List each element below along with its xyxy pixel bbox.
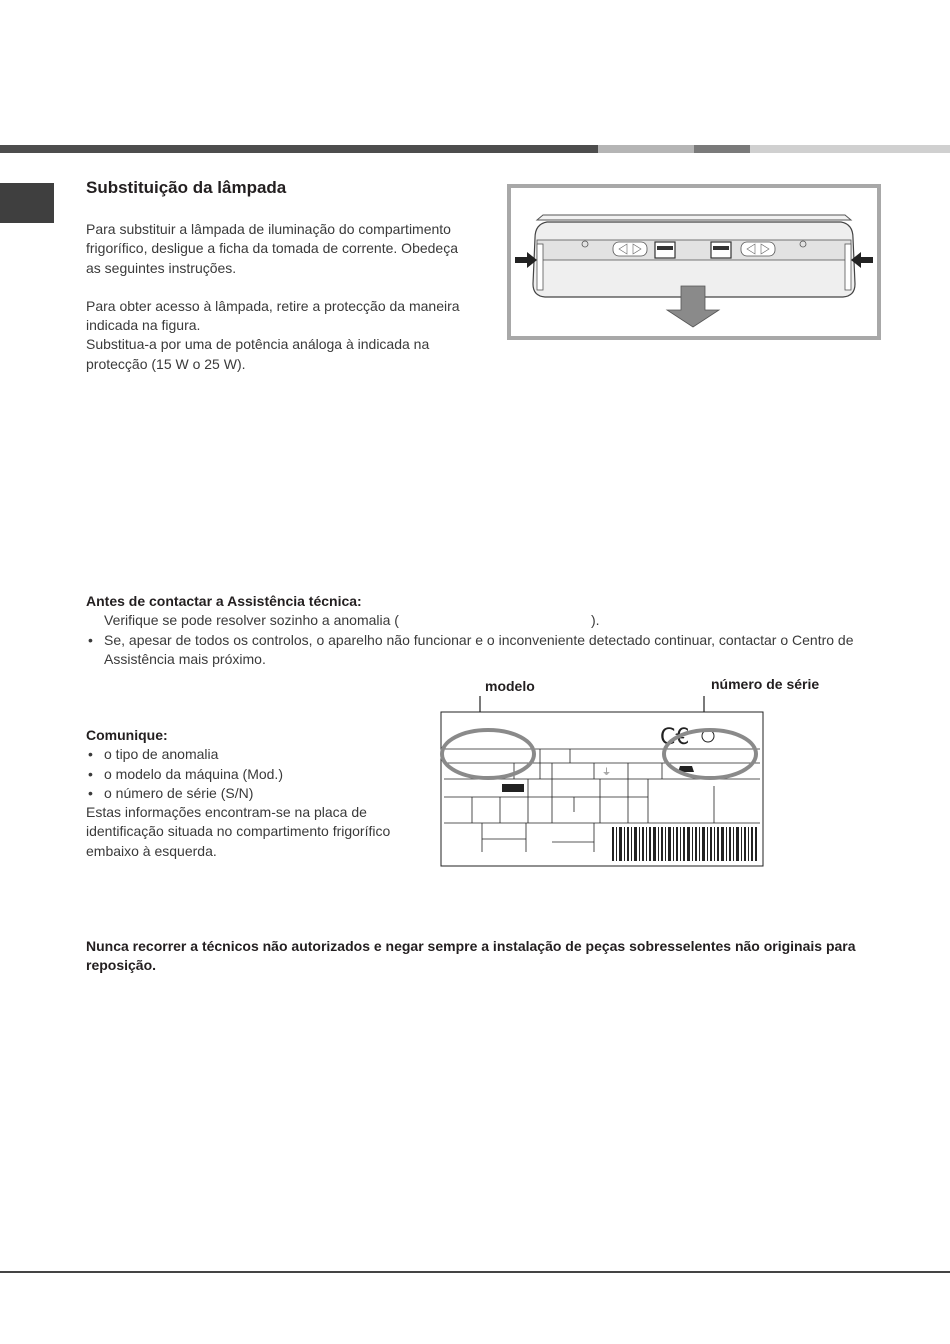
- header-bar-mid: [598, 145, 694, 153]
- section-title-lamp: Substituição da lâmpada: [86, 178, 287, 197]
- bulb-icon: [613, 242, 647, 256]
- warning-text: Nunca recorrer a técnicos não autorizados e negar sempre a instalação de peças sobresselentes não originais para reposição.: [86, 938, 856, 974]
- lamp-paragraph-3: Substitua-a por uma de potência análoga à indicada na protecção (15 W o 25 W).: [86, 336, 430, 372]
- electric-symbol-icon: ⏚: [602, 768, 612, 778]
- star-rating-icon: [502, 784, 524, 792]
- section-tab: [0, 183, 54, 223]
- ce-mark-icon: C€: [660, 725, 690, 750]
- lamp-paragraph-1: Para substituir a lâmpada de iluminação do compartimento frigorífico, desligue a ficha da tomada de corrente. Obedeça as seguintes instruções.: [86, 221, 458, 276]
- communicate-heading: Comunique:: [86, 727, 168, 743]
- lamp-paragraph-2: Para obter acesso à lâmpada, retire a protecção da maneira indicada na figura.: [86, 297, 460, 334]
- assist-section: [86, 592, 856, 669]
- communicate-item-3: • o número de série (S/N): [86, 784, 396, 803]
- assist-heading: Antes de contactar a Assistência técnica:: [86, 593, 362, 609]
- rating-plate-figure: [436, 690, 768, 870]
- assist-line-1: [86, 611, 856, 630]
- communicate-info: Estas informações encontram-se na placa de identificação situada no compartimento frigorífico embaixo à esquerda.: [86, 804, 391, 859]
- header-bar-dark2: [694, 145, 750, 153]
- assist-line-1-b: ).: [590, 612, 600, 629]
- label-model: modelo: [485, 678, 535, 694]
- assist-bullet-1: • Se, apesar de todos os controlos, o aparelho não funcionar e o inconveniente detectado continuar, contactar o Centro de Assistência mais próximo.: [86, 631, 856, 670]
- assist-line-1-a: Verifique se pode resolver sozinho a anomalia (: [104, 612, 399, 629]
- lamp-cover-figure: [507, 184, 881, 340]
- header-bar-light: [750, 145, 950, 153]
- communicate-item-1: • o tipo de anomalia: [86, 745, 396, 764]
- communicate-item-2: • o modelo da máquina (Mod.): [86, 765, 396, 784]
- label-serial: número de série: [711, 676, 820, 692]
- lamp-text: [86, 220, 466, 374]
- bulb-icon: [741, 242, 775, 256]
- header-bar-dark: [0, 145, 598, 153]
- footer-line: [0, 1271, 950, 1273]
- communicate-section: [86, 726, 396, 861]
